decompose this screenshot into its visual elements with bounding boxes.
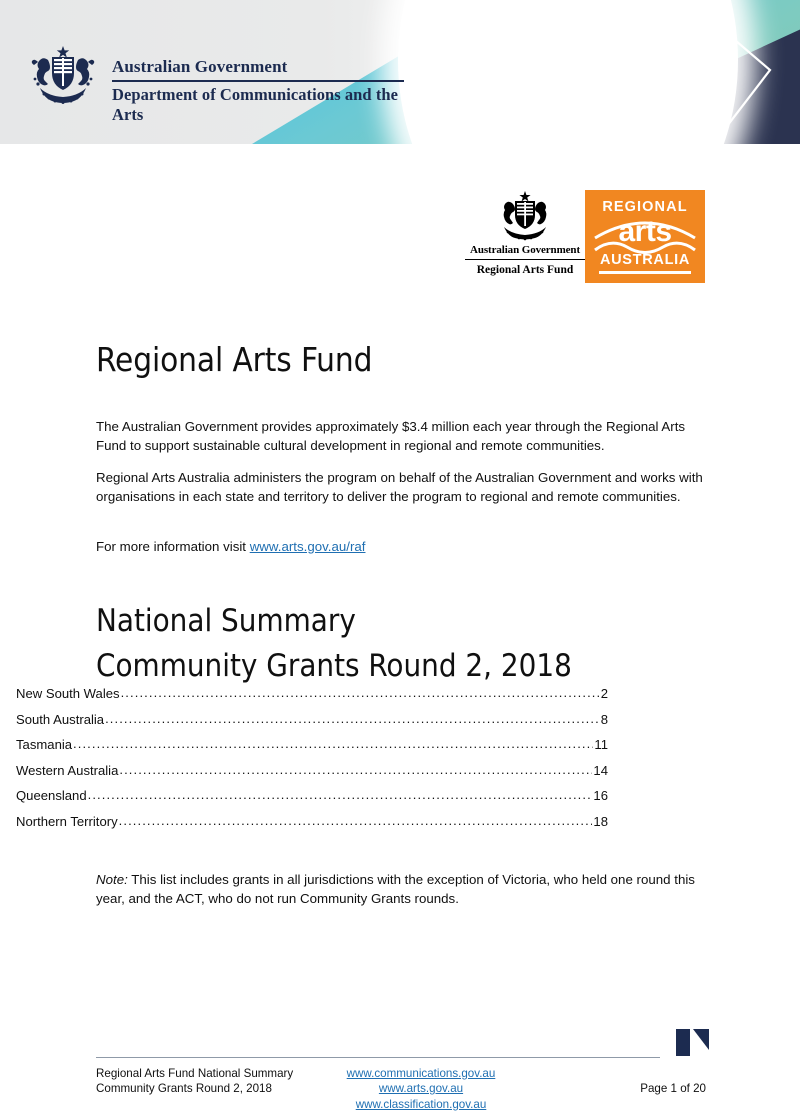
toc-entry-northern-territory[interactable] bbox=[16, 814, 608, 840]
toc-page-number: 16 bbox=[593, 788, 608, 803]
note-text: This list includes grants in all jurisdictions with the exception of Victoria, who held one round this year, and the ACT, who do not run Community Grants rounds. bbox=[96, 872, 695, 907]
raa-text-australia: AUSTRALIA bbox=[599, 252, 691, 268]
intro-paragraph-2: Regional Arts Australia administers the program on behalf of the Australian Government and works with organisations in each state and territory to deliver the program to regional and remote communities. bbox=[96, 470, 703, 505]
table-of-contents bbox=[16, 686, 608, 839]
toc-label: South Australia bbox=[16, 711, 105, 727]
wordmark-line-department: Department of Communications and the Arts bbox=[112, 84, 398, 124]
toc-leader-dots bbox=[119, 813, 593, 828]
footer-title-line2: Community Grants Round 2, 2018 bbox=[96, 1082, 272, 1096]
toc-label: Queensland bbox=[16, 788, 87, 803]
page-title: Regional Arts Fund bbox=[96, 340, 373, 379]
footer-page-number: Page 1 of 20 bbox=[640, 1082, 706, 1095]
toc-leader-dots bbox=[73, 736, 593, 751]
australian-coat-of-arms-icon bbox=[491, 190, 559, 242]
raa-text-arts: arts bbox=[618, 215, 672, 248]
arts-gov-au-raf-link[interactable]: www.arts.gov.au/raf bbox=[249, 539, 366, 554]
page-footer bbox=[96, 1063, 706, 1111]
footer-link-communications[interactable]: www.communications.gov.au bbox=[346, 1067, 496, 1080]
intro-paragraph-3 bbox=[96, 537, 704, 556]
regional-arts-fund-wordmark bbox=[463, 244, 587, 277]
wordmark-line-australian-government: Australian Government bbox=[112, 57, 288, 76]
raa-underline-rule bbox=[599, 271, 691, 274]
toc-label: Tasmania bbox=[16, 737, 73, 752]
footer-link-arts[interactable]: www.arts.gov.au bbox=[378, 1082, 464, 1096]
government-wordmark bbox=[112, 57, 412, 125]
footer-links bbox=[306, 1066, 536, 1112]
toc-label: Western Australia bbox=[16, 762, 119, 778]
footer-link-classification[interactable]: www.classification.gov.au bbox=[355, 1097, 487, 1111]
footer-title-line1: Regional Arts Fund National Summary bbox=[96, 1067, 294, 1080]
toc-leader-dots bbox=[88, 787, 593, 802]
toc-page-number: 11 bbox=[594, 737, 608, 752]
toc-entry-new-south-wales[interactable] bbox=[16, 686, 608, 712]
toc-page-number: 18 bbox=[593, 813, 608, 829]
footer-document-title bbox=[96, 1066, 326, 1097]
toc-entry-western-australia[interactable] bbox=[16, 763, 608, 789]
wordmark-divider bbox=[112, 80, 404, 82]
more-info-prefix: For more information visit bbox=[96, 539, 250, 554]
heading-community-grants-round: Community Grants Round 2, 2018 bbox=[96, 648, 572, 684]
toc-page-number: 2 bbox=[600, 686, 608, 701]
raf-divider bbox=[465, 259, 585, 260]
regional-arts-fund-logo bbox=[463, 190, 587, 284]
raa-text-regional: REGIONAL bbox=[602, 199, 688, 215]
toc-leader-dots bbox=[121, 685, 600, 700]
footnote-note bbox=[96, 870, 696, 909]
note-label: Note: bbox=[96, 872, 128, 887]
toc-entry-queensland[interactable] bbox=[16, 788, 608, 814]
toc-page-number: 8 bbox=[600, 711, 608, 727]
toc-label: New South Wales bbox=[16, 686, 120, 701]
toc-leader-dots bbox=[105, 711, 600, 726]
department-mark-icon bbox=[676, 1029, 710, 1056]
intro-paragraph-1: The Australian Government provides approximately $3.4 million each year through the Regional Arts Fund to support sustainable cultural development in regional and remote communities. bbox=[96, 419, 686, 454]
toc-entry-tasmania[interactable] bbox=[16, 737, 608, 763]
heading-national-summary: National Summary bbox=[96, 603, 356, 639]
australian-coat-of-arms-icon bbox=[24, 44, 102, 106]
toc-entry-south-australia[interactable] bbox=[16, 712, 608, 738]
program-logo-row bbox=[463, 190, 705, 286]
raf-line-regional-arts-fund: Regional Arts Fund bbox=[476, 264, 574, 277]
toc-page-number: 14 bbox=[593, 762, 608, 778]
toc-label: Northern Territory bbox=[16, 813, 118, 829]
regional-arts-australia-logo bbox=[585, 190, 705, 283]
footer-divider bbox=[96, 1057, 660, 1058]
raf-line-australian-government: Australian Government bbox=[469, 244, 581, 256]
page-header-banner bbox=[0, 0, 800, 144]
toc-leader-dots bbox=[119, 762, 592, 777]
